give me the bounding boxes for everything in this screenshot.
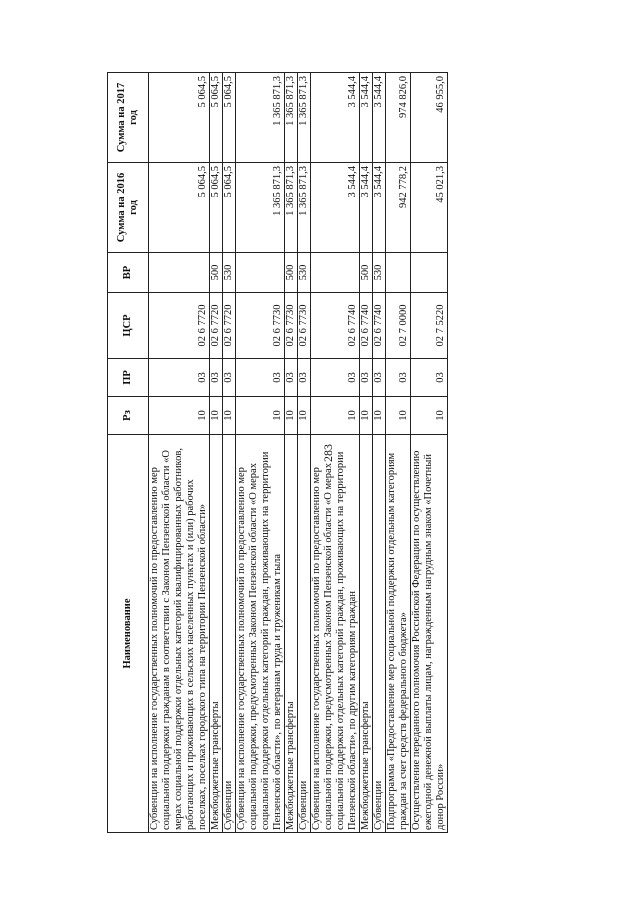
cell-csr: 02 6 7720 bbox=[210, 293, 223, 359]
cell-name: Межбюджетные трансферты bbox=[285, 435, 298, 833]
cell-s2017: 3 544,4 bbox=[360, 73, 373, 163]
cell-s2016: 45 021,3 bbox=[411, 163, 448, 253]
table-row bbox=[210, 73, 223, 833]
cell-pr: 03 bbox=[373, 359, 386, 397]
budget-table bbox=[107, 72, 448, 833]
cell-vr: 500 bbox=[285, 253, 298, 293]
cell-rz: 10 bbox=[411, 397, 448, 435]
header-vr: ВР bbox=[108, 253, 149, 293]
cell-rz: 10 bbox=[298, 397, 311, 435]
cell-s2016: 1 365 871,3 bbox=[285, 163, 298, 253]
cell-name: Подпрограмма «Предоставление мер социальной поддержки отдельным категориям граждан за счет средств федерального бюджета» bbox=[386, 435, 411, 833]
rotated-page bbox=[107, 73, 587, 833]
cell-csr: 02 6 7730 bbox=[236, 293, 285, 359]
cell-s2017: 3 544,4 bbox=[373, 73, 386, 163]
cell-s2017: 46 955,0 bbox=[411, 73, 448, 163]
cell-s2017: 5 064,5 bbox=[223, 73, 236, 163]
cell-pr: 03 bbox=[210, 359, 223, 397]
cell-s2016: 3 544,4 bbox=[373, 163, 386, 253]
table-header-row bbox=[108, 73, 149, 833]
cell-s2016: 5 064,5 bbox=[149, 163, 210, 253]
page-number: 283 bbox=[321, 444, 335, 462]
header-pr: ПР bbox=[108, 359, 149, 397]
cell-name: Субвенции на исполнение государственных полномочий по предоставлению мер социальной поддержки гражданам в соответствии с Законом Пензенской области «О мерах социальной поддержки отдельных категорий квалифицированных работников, работающих и проживающих в сельских населенных пунктах и (или) рабочих поселках, поселках городского типа на территории Пензенской области» bbox=[149, 435, 210, 833]
cell-name: Осуществление переданного полномочия Российской Федерации по осуществлению ежегодной денежной выплаты лицам, награжденным нагрудным знаком «Почетный донор России» bbox=[411, 435, 448, 833]
cell-vr bbox=[386, 253, 411, 293]
cell-name: Субвенции на исполнение государственных полномочий по предоставлению мер социальной поддержки, предусмотренных Законом Пензенской области «О мерах социальной поддержки отдельных категорий граждан, проживающих на территории Пензенской области», по ветеранам труда и труженикам тыла bbox=[236, 435, 285, 833]
cell-csr: 02 6 7720 bbox=[149, 293, 210, 359]
cell-vr bbox=[311, 253, 360, 293]
cell-s2017: 974 826,0 bbox=[386, 73, 411, 163]
header-sum-2016: Сумма на 2016 год bbox=[108, 163, 149, 253]
cell-rz: 10 bbox=[373, 397, 386, 435]
cell-csr: 02 7 0000 bbox=[386, 293, 411, 359]
cell-csr: 02 6 7740 bbox=[360, 293, 373, 359]
cell-pr: 03 bbox=[360, 359, 373, 397]
cell-rz: 10 bbox=[360, 397, 373, 435]
table-row bbox=[149, 73, 210, 833]
cell-vr: 530 bbox=[373, 253, 386, 293]
cell-rz: 10 bbox=[386, 397, 411, 435]
cell-s2016: 3 544,4 bbox=[311, 163, 360, 253]
cell-vr: 530 bbox=[223, 253, 236, 293]
cell-pr: 03 bbox=[298, 359, 311, 397]
header-sum-2017: Сумма на 2017 год bbox=[108, 73, 149, 163]
cell-rz: 10 bbox=[149, 397, 210, 435]
cell-s2016: 1 365 871,3 bbox=[236, 163, 285, 253]
table-row bbox=[298, 73, 311, 833]
cell-name: Межбюджетные трансферты bbox=[210, 435, 223, 833]
cell-pr: 03 bbox=[223, 359, 236, 397]
cell-vr: 500 bbox=[360, 253, 373, 293]
cell-rz: 10 bbox=[236, 397, 285, 435]
cell-pr: 03 bbox=[285, 359, 298, 397]
cell-name: Субвенции bbox=[298, 435, 311, 833]
cell-rz: 10 bbox=[311, 397, 360, 435]
cell-rz: 10 bbox=[210, 397, 223, 435]
cell-name: Субвенции на исполнение государственных полномочий по предоставлению мер социальной поддержки, предусмотренных Законом Пензенской области «О мерах социальной поддержки отдельных категорий граждан, проживающих на территории Пензенской области», по другим категориям граждан bbox=[311, 435, 360, 833]
cell-s2017: 1 365 871,3 bbox=[285, 73, 298, 163]
cell-vr bbox=[149, 253, 210, 293]
cell-s2017: 5 064,5 bbox=[210, 73, 223, 163]
cell-rz: 10 bbox=[285, 397, 298, 435]
cell-s2017: 3 544,4 bbox=[311, 73, 360, 163]
header-rz: Рз bbox=[108, 397, 149, 435]
cell-csr: 02 6 7730 bbox=[285, 293, 298, 359]
cell-vr bbox=[236, 253, 285, 293]
cell-csr: 02 6 7730 bbox=[298, 293, 311, 359]
cell-name: Межбюджетные трансферты bbox=[360, 435, 373, 833]
header-csr: ЦСР bbox=[108, 293, 149, 359]
cell-name: Субвенции bbox=[373, 435, 386, 833]
table-row bbox=[360, 73, 373, 833]
table-row bbox=[411, 73, 448, 833]
table-row bbox=[223, 73, 236, 833]
cell-pr: 03 bbox=[311, 359, 360, 397]
cell-s2016: 1 365 871,3 bbox=[298, 163, 311, 253]
cell-csr: 02 7 5220 bbox=[411, 293, 448, 359]
cell-csr: 02 6 7740 bbox=[373, 293, 386, 359]
cell-pr: 03 bbox=[386, 359, 411, 397]
table-row bbox=[311, 73, 360, 833]
table-row bbox=[386, 73, 411, 833]
table-row bbox=[373, 73, 386, 833]
cell-s2016: 942 778,2 bbox=[386, 163, 411, 253]
cell-rz: 10 bbox=[223, 397, 236, 435]
cell-s2016: 5 064,5 bbox=[210, 163, 223, 253]
cell-pr: 03 bbox=[236, 359, 285, 397]
cell-pr: 03 bbox=[411, 359, 448, 397]
table-row bbox=[236, 73, 285, 833]
cell-pr: 03 bbox=[149, 359, 210, 397]
cell-vr: 500 bbox=[210, 253, 223, 293]
cell-vr bbox=[411, 253, 448, 293]
cell-csr: 02 6 7720 bbox=[223, 293, 236, 359]
cell-name: Субвенции bbox=[223, 435, 236, 833]
cell-s2016: 5 064,5 bbox=[223, 163, 236, 253]
cell-s2017: 1 365 871,3 bbox=[236, 73, 285, 163]
cell-s2016: 3 544,4 bbox=[360, 163, 373, 253]
cell-vr: 530 bbox=[298, 253, 311, 293]
cell-s2017: 5 064,5 bbox=[149, 73, 210, 163]
header-name: Наименование bbox=[108, 435, 149, 833]
cell-s2017: 1 365 871,3 bbox=[298, 73, 311, 163]
cell-csr: 02 6 7740 bbox=[311, 293, 360, 359]
table-row bbox=[285, 73, 298, 833]
